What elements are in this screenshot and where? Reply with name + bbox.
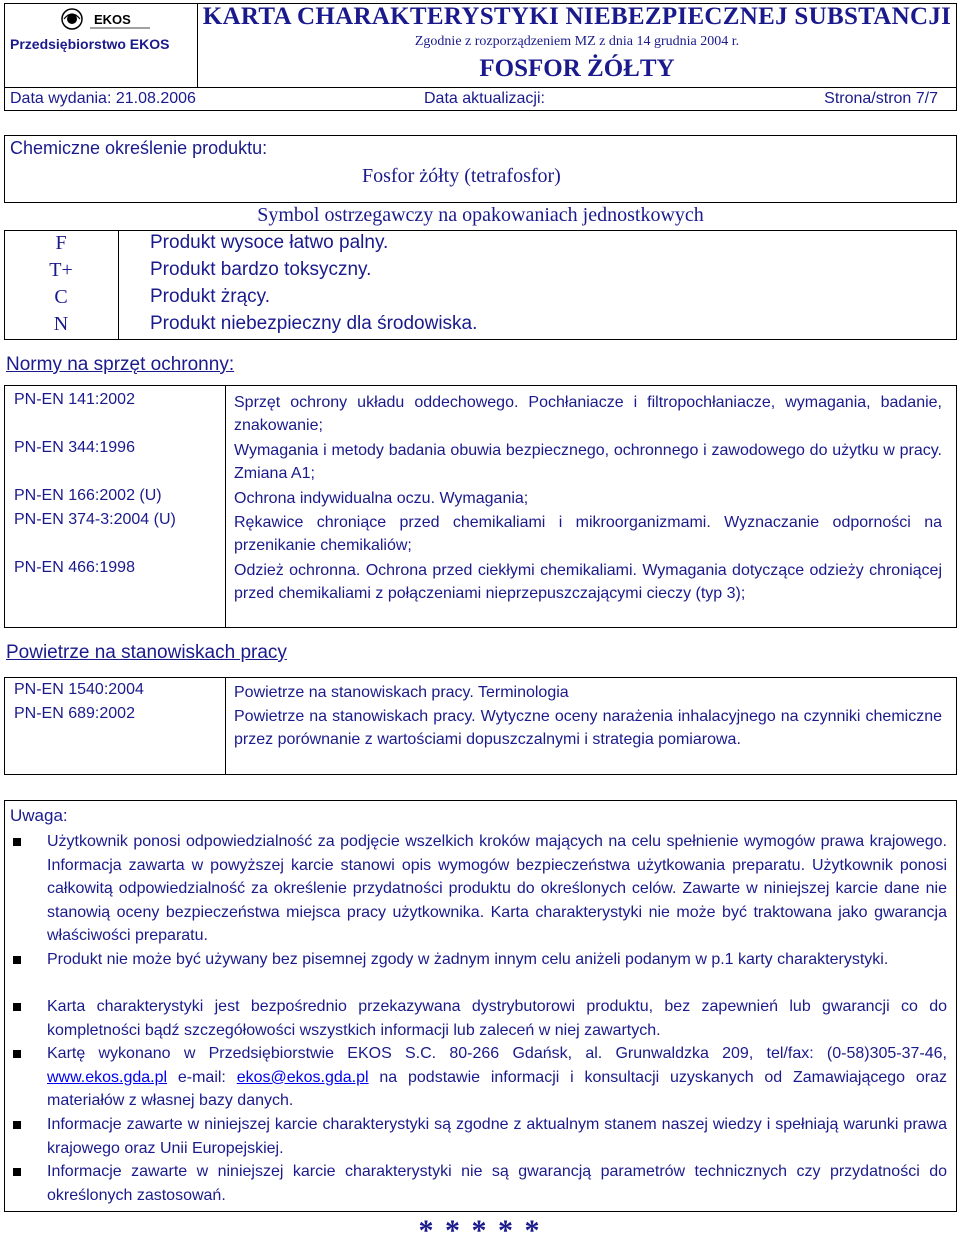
norms-title: Normy na sprzęt ochronny: [6,354,235,375]
email-label: e-mail: [167,1068,237,1086]
norm-code: PN-EN 466:1998 [14,559,135,576]
product-name: FOSFOR ŻÓŁTY [479,55,675,82]
bullet-icon [13,1003,21,1011]
norm-text: Sprzęt ochrony układu oddechowego. Pochłaniacze i filtropochłaniacze, wymagania, badanie, znakowanie; [234,394,942,434]
air-text: Powietrze na stanowiskach pracy. Wytyczne oceny narażenia inhalacyjnego na czynniki chemiczne przez porównanie z wartościami dopuszczalnymi i strategia pomiarowa. [234,708,942,748]
symbol-text: Produkt żrący. [150,286,271,307]
note-item: Informacje zawarte w niniejszej karcie charakterystyki nie są gwarancją parametrów technicznych czy przydatności do określonych zastosowań. [47,1163,947,1204]
air-text: Powietrze na stanowiskach pracy. Terminologia [234,684,569,701]
chemical-label: Chemiczne określenie produktu: [10,138,268,158]
symbol-text: Produkt wysoce łatwo palny. [150,232,389,253]
contact-text-end: na podstawie informacji i konsultacji uzyskanych od Zamawiającego oraz materiałów z własnej bazy danych. [47,1068,948,1109]
update-date: Data aktualizacji: [424,90,545,107]
air-code: PN-EN 1540:2004 [14,681,144,698]
norm-code: PN-EN 344:1996 [14,439,135,456]
norm-text: Rękawice chroniące przed chemikaliami i mikroorganizmami. Wyznaczanie odporności na przenikanie chemikaliów; [234,514,942,554]
symbols-table [4,230,957,340]
bullet-icon [13,956,21,964]
symbol-code: F [55,232,67,254]
norm-text: Wymagania i metody badania obuwia bezpiecznego, ochronnego i zawodowego do użytku w pracy. Zmiana A1; [234,442,942,482]
email-link[interactable]: ekos@ekos.gda.pl [236,1068,369,1086]
chemical-value: Fosfor żółty (tetrafosfor) [362,165,561,187]
header-separator [4,87,957,88]
norms-divider [225,385,226,628]
symbols-divider [118,230,119,340]
symbols-title: Symbol ostrzegawczy na opakowaniach jednostkowych [257,204,704,226]
symbol-code: T+ [49,259,73,281]
symbol-text: Produkt bardzo toksyczny. [150,259,372,280]
contact-text: Kartę wykonano w Przedsiębiorstwie EKOS S.C. 80-266 Gdańsk, al. Grunwaldzka 209, tel/fax: (0-58)305-37-46, [47,1045,947,1062]
page-number: Strona/stron 7/7 [824,90,938,107]
document-title: KARTA CHARAKTERYSTYKI NIEBEZPIECZNEJ SUBSTANCJI [202,3,952,30]
document-subtitle: Zgodnie z rozporządzeniem MZ z dnia 14 grudnia 2004 r. [414,34,740,49]
note-item: Produkt nie może być używany bez pisemnej zgody w żadnym innym celu aniżeli podanym w p.1 karty charakterystyki. [47,951,889,968]
bullet-icon [13,838,21,846]
norm-text: Ochrona indywidualna oczu. Wymagania; [234,490,529,507]
bullet-icon [13,1168,21,1176]
svg-text:EKOS: EKOS [94,12,131,27]
note-item: Użytkownik ponosi odpowiedzialność za podjęcie wszelkich kroków mających na celu spełnienie wymogów prawa krajowego. Informacja zawarta w powyższej karcie stanowi opis wymogów bezpieczeństwa użytkowania preparatu. Użytkownik ponosi całkowitą odpowiedzialność za określenie przydatności produktu do określonych celów. Zawarte w niniejszej karcie dane nie stanowią oceny bezpieczeństwa miejsca pracy użytkownika. Karta charakterystyki nie może być traktowana jako gwarancja właściwości preparatu. [47,833,947,944]
norm-code: PN-EN 166:2002 (U) [14,487,162,504]
air-code: PN-EN 689:2002 [14,705,135,722]
company-label: Przedsiębiorstwo EKOS [10,36,170,52]
norm-code: PN-EN 141:2002 [14,391,135,408]
issue-date: Data wydania: 21.08.2006 [10,90,196,107]
norm-code: PN-EN 374-3:2004 (U) [14,511,176,528]
air-title: Powietrze na stanowiskach pracy [6,642,287,663]
note-item: Karta charakterystyki jest bezpośrednio przekazywana dystrybutorowi produktu, bez zapewnień lub gwarancji co do kompletności bądź szczegółowości wszystkich informacji lub zaleceń w niej zawartych. [47,998,947,1039]
note-item-contact [47,1042,947,1113]
symbol-code: C [54,286,68,308]
symbol-text: Produkt niebezpieczny dla środowiska. [150,313,478,334]
ekos-logo-icon [60,7,152,31]
website-link[interactable]: www.ekos.gda.pl [47,1068,168,1086]
footer-stars: * * * * * [418,1214,542,1247]
norm-text: Odzież ochronna. Ochrona przed ciekłymi chemikaliami. Wymagania dotyczące odzieży chroniącej przed chemikaliami z połączeniami nieprzepuszczającymi cieczy (typ 3); [234,562,942,602]
notes-title: Uwaga: [10,806,68,825]
note-item: Informacje zawarte w niniejszej karcie charakterystyki są zgodne z aktualnym stanem naszej wiedzy i spełniają warunki prawa krajowego oraz Unii Europejskiej. [47,1116,947,1157]
ekos-logo [60,7,152,31]
bullet-icon [13,1050,21,1058]
symbol-code: N [53,313,69,335]
air-divider [225,677,226,775]
bullet-icon [13,1121,21,1129]
